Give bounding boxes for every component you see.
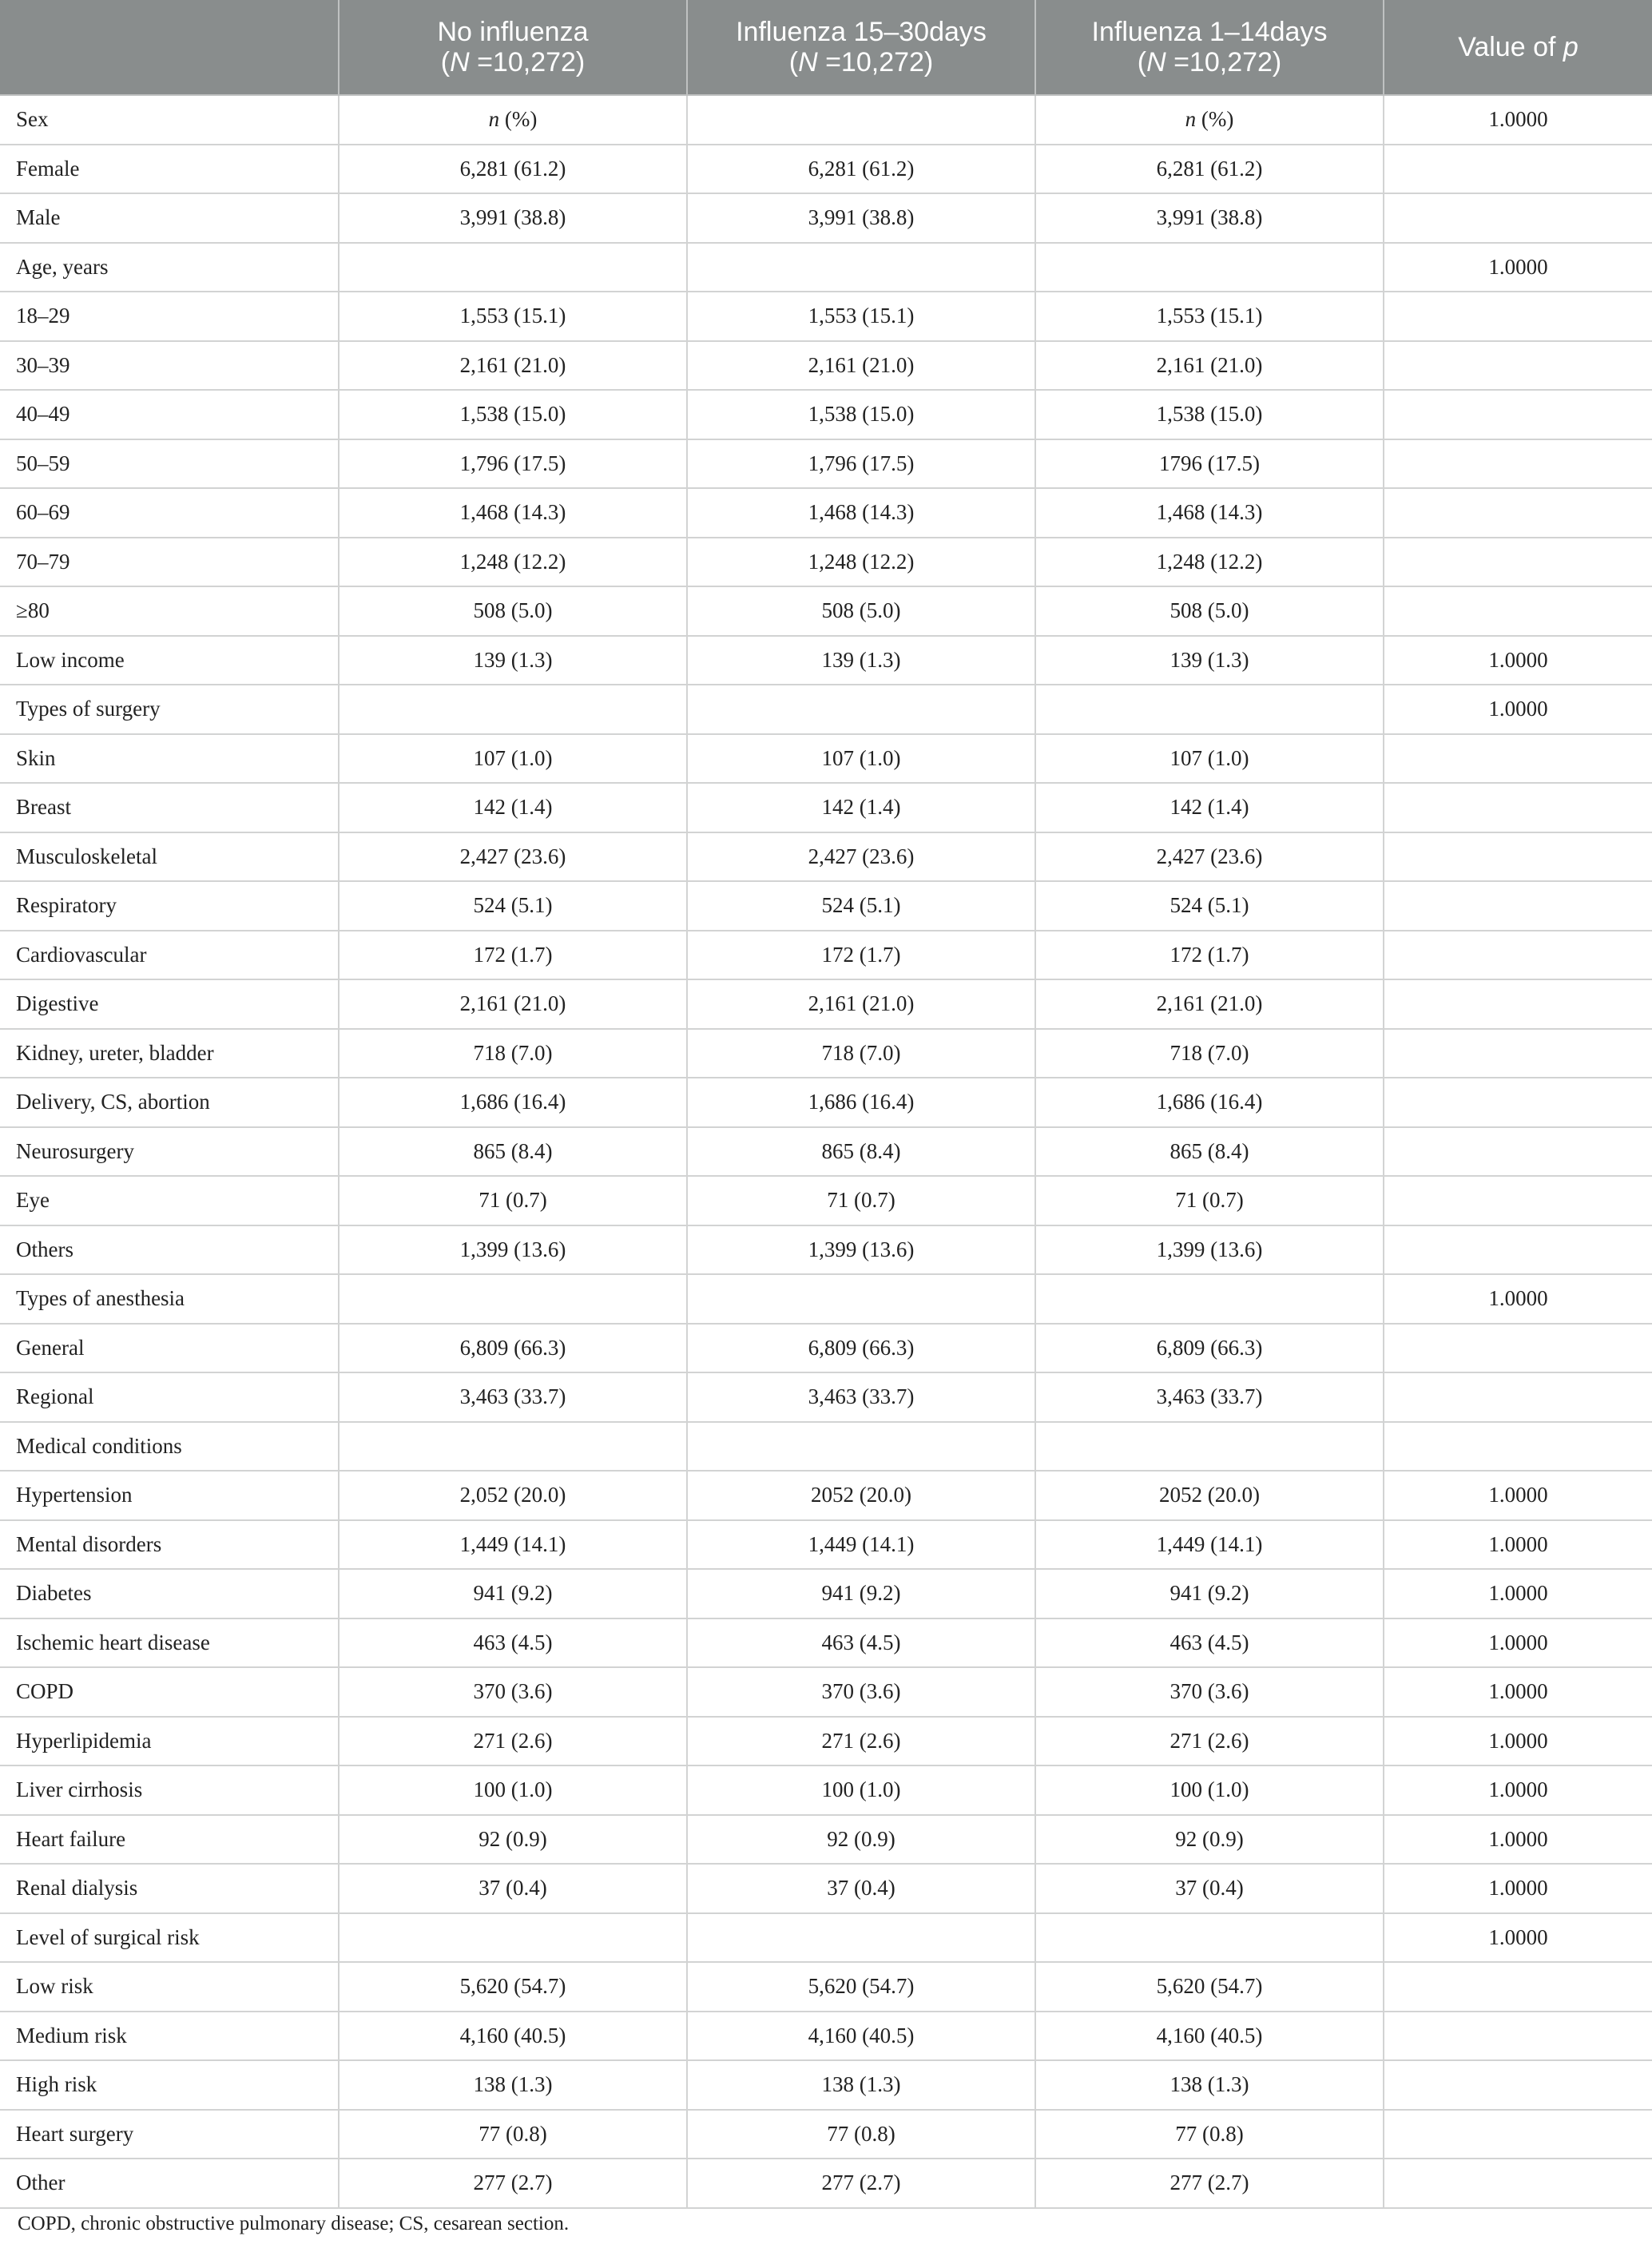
header-cell-blank [0, 0, 339, 95]
influenza-15-30-value: 92 (0.9) [687, 1815, 1035, 1865]
influenza-1-14-value: 6,281 (61.2) [1035, 145, 1384, 194]
influenza-1-14-value: 5,620 (54.7) [1035, 1962, 1384, 2012]
influenza-1-14-value: 463 (4.5) [1035, 1618, 1384, 1668]
influenza-1-14-value: 1,686 (16.4) [1035, 1078, 1384, 1127]
no-influenza-value: 142 (1.4) [339, 783, 687, 832]
influenza-15-30-value: 138 (1.3) [687, 2060, 1035, 2110]
p-value [1384, 1029, 1652, 1078]
header-n-value: =10,272) [817, 47, 934, 77]
p-value [1384, 538, 1652, 587]
influenza-15-30-value: 271 (2.6) [687, 1717, 1035, 1766]
influenza-15-30-value: 2052 (20.0) [687, 1471, 1035, 1520]
influenza-15-30-value: 941 (9.2) [687, 1569, 1035, 1618]
no-influenza-value: 865 (8.4) [339, 1127, 687, 1177]
row-label: Ischemic heart disease [0, 1618, 339, 1668]
p-value [1384, 832, 1652, 882]
no-influenza-value: 1,399 (13.6) [339, 1225, 687, 1275]
row-label: Eye [0, 1176, 339, 1225]
influenza-1-14-value: 277 (2.7) [1035, 2159, 1384, 2208]
influenza-15-30-value: 6,281 (61.2) [687, 145, 1035, 194]
influenza-1-14-value: 1,399 (13.6) [1035, 1225, 1384, 1275]
table-row [0, 1127, 1652, 1177]
table-row [0, 1176, 1652, 1225]
table-header [0, 0, 1652, 95]
p-value: 1.0000 [1384, 1864, 1652, 1913]
table-row [0, 2012, 1652, 2061]
influenza-1-14-value: 865 (8.4) [1035, 1127, 1384, 1177]
no-influenza-value [339, 685, 687, 734]
influenza-15-30-value: 77 (0.8) [687, 2110, 1035, 2159]
influenza-15-30-value: 2,161 (21.0) [687, 979, 1035, 1029]
influenza-15-30-value: 508 (5.0) [687, 586, 1035, 636]
influenza-1-14-value: 941 (9.2) [1035, 1569, 1384, 1618]
influenza-1-14-value: 37 (0.4) [1035, 1864, 1384, 1913]
header-n-symbol: N [1146, 47, 1166, 77]
influenza-1-14-value: n (%) [1035, 95, 1384, 145]
influenza-1-14-value: 1,449 (14.1) [1035, 1520, 1384, 1570]
row-label: Hypertension [0, 1471, 339, 1520]
table-row [0, 439, 1652, 489]
row-label: 60–69 [0, 488, 339, 538]
table-row [0, 2110, 1652, 2159]
no-influenza-value [339, 1274, 687, 1324]
table-row [0, 1815, 1652, 1865]
p-value [1384, 341, 1652, 391]
influenza-15-30-value: 71 (0.7) [687, 1176, 1035, 1225]
header-cell-influenza-15-30: Influenza 15–30days (N =10,272) [687, 0, 1035, 95]
header-cell-p-value [1384, 0, 1652, 95]
p-value [1384, 1372, 1652, 1422]
table-row [0, 341, 1652, 391]
table-row [0, 1618, 1652, 1668]
influenza-15-30-value [687, 243, 1035, 292]
influenza-1-14-value: 100 (1.0) [1035, 1765, 1384, 1815]
row-label: 40–49 [0, 390, 339, 439]
influenza-15-30-value: 139 (1.3) [687, 636, 1035, 685]
no-influenza-value: 5,620 (54.7) [339, 1962, 687, 2012]
table-row [0, 2060, 1652, 2110]
influenza-1-14-value: 2,161 (21.0) [1035, 341, 1384, 391]
header-n-symbol: N [798, 47, 818, 77]
influenza-1-14-value [1035, 243, 1384, 292]
header-n-symbol: N [450, 47, 470, 77]
table-row [0, 586, 1652, 636]
no-influenza-value: 138 (1.3) [339, 2060, 687, 2110]
no-influenza-value: 3,463 (33.7) [339, 1372, 687, 1422]
table-row [0, 1667, 1652, 1717]
no-influenza-value: 370 (3.6) [339, 1667, 687, 1717]
row-label: Heart failure [0, 1815, 339, 1865]
row-label: Other [0, 2159, 339, 2208]
influenza-15-30-value: 3,991 (38.8) [687, 193, 1035, 243]
row-label: ≥80 [0, 586, 339, 636]
p-value [1384, 2012, 1652, 2061]
influenza-15-30-value: 107 (1.0) [687, 734, 1035, 784]
table-row [0, 685, 1652, 734]
influenza-1-14-value: 138 (1.3) [1035, 2060, 1384, 2110]
row-label: Kidney, ureter, bladder [0, 1029, 339, 1078]
header-title: Value of [1458, 32, 1563, 62]
p-value: 1.0000 [1384, 1913, 1652, 1963]
no-influenza-value [339, 1422, 687, 1472]
no-influenza-value: 107 (1.0) [339, 734, 687, 784]
influenza-15-30-value: 463 (4.5) [687, 1618, 1035, 1668]
no-influenza-value: 77 (0.8) [339, 2110, 687, 2159]
influenza-15-30-value [687, 685, 1035, 734]
no-influenza-value: 718 (7.0) [339, 1029, 687, 1078]
row-label: 18–29 [0, 292, 339, 341]
header-cell-no-influenza: No influenza (N =10,272) [339, 0, 687, 95]
row-label: Medical conditions [0, 1422, 339, 1472]
influenza-1-14-value [1035, 1274, 1384, 1324]
no-influenza-value: 172 (1.7) [339, 931, 687, 980]
influenza-1-14-value: 71 (0.7) [1035, 1176, 1384, 1225]
no-influenza-value: 1,449 (14.1) [339, 1520, 687, 1570]
table-row [0, 390, 1652, 439]
p-value [1384, 193, 1652, 243]
p-value: 1.0000 [1384, 1667, 1652, 1717]
row-label: Types of surgery [0, 685, 339, 734]
influenza-1-14-value: 3,463 (33.7) [1035, 1372, 1384, 1422]
table-row [0, 1717, 1652, 1766]
p-value [1384, 145, 1652, 194]
row-label: Digestive [0, 979, 339, 1029]
row-label: Medium risk [0, 2012, 339, 2061]
table-row [0, 881, 1652, 931]
row-label: 70–79 [0, 538, 339, 587]
no-influenza-value: 1,796 (17.5) [339, 439, 687, 489]
table-row [0, 1078, 1652, 1127]
influenza-1-14-value: 370 (3.6) [1035, 1667, 1384, 1717]
influenza-15-30-value: 1,449 (14.1) [687, 1520, 1035, 1570]
influenza-1-14-value: 4,160 (40.5) [1035, 2012, 1384, 2061]
no-influenza-value [339, 243, 687, 292]
p-value [1384, 1127, 1652, 1177]
p-value: 1.0000 [1384, 1618, 1652, 1668]
no-influenza-value: 1,686 (16.4) [339, 1078, 687, 1127]
no-influenza-value: 2,052 (20.0) [339, 1471, 687, 1520]
row-label: High risk [0, 2060, 339, 2110]
influenza-15-30-value: 6,809 (66.3) [687, 1324, 1035, 1373]
table-row [0, 1471, 1652, 1520]
influenza-1-14-value: 92 (0.9) [1035, 1815, 1384, 1865]
p-value: 1.0000 [1384, 685, 1652, 734]
table-row [0, 1029, 1652, 1078]
p-value: 1.0000 [1384, 95, 1652, 145]
influenza-15-30-value: 524 (5.1) [687, 881, 1035, 931]
table-row [0, 1324, 1652, 1373]
p-value [1384, 2110, 1652, 2159]
p-value [1384, 931, 1652, 980]
influenza-15-30-value: 1,399 (13.6) [687, 1225, 1035, 1275]
influenza-1-14-value: 271 (2.6) [1035, 1717, 1384, 1766]
header-n-value: =10,272) [469, 47, 586, 77]
influenza-1-14-value: 524 (5.1) [1035, 881, 1384, 931]
influenza-1-14-value: 1,553 (15.1) [1035, 292, 1384, 341]
influenza-1-14-value [1035, 1913, 1384, 1963]
p-value: 1.0000 [1384, 636, 1652, 685]
no-influenza-value: 271 (2.6) [339, 1717, 687, 1766]
influenza-15-30-value: 865 (8.4) [687, 1127, 1035, 1177]
no-influenza-value: 100 (1.0) [339, 1765, 687, 1815]
p-value: 1.0000 [1384, 1274, 1652, 1324]
table-row [0, 243, 1652, 292]
table-row [0, 2159, 1652, 2208]
influenza-15-30-value: 2,427 (23.6) [687, 832, 1035, 882]
row-label: Heart surgery [0, 2110, 339, 2159]
influenza-15-30-value: 5,620 (54.7) [687, 1962, 1035, 2012]
no-influenza-value: 1,553 (15.1) [339, 292, 687, 341]
no-influenza-value: 1,468 (14.3) [339, 488, 687, 538]
row-label: Others [0, 1225, 339, 1275]
table-row [0, 1765, 1652, 1815]
influenza-1-14-value: 1,248 (12.2) [1035, 538, 1384, 587]
row-label: Hyperlipidemia [0, 1717, 339, 1766]
row-label: Liver cirrhosis [0, 1765, 339, 1815]
n-symbol: n [1185, 107, 1197, 132]
row-label: Low income [0, 636, 339, 685]
no-influenza-value: 6,281 (61.2) [339, 145, 687, 194]
table-row [0, 1913, 1652, 1963]
header-row [0, 0, 1652, 95]
no-influenza-value: 508 (5.0) [339, 586, 687, 636]
influenza-1-14-value: 2,161 (21.0) [1035, 979, 1384, 1029]
table-row [0, 734, 1652, 784]
p-value: 1.0000 [1384, 1520, 1652, 1570]
no-influenza-value: 941 (9.2) [339, 1569, 687, 1618]
p-value [1384, 488, 1652, 538]
influenza-15-30-value: 1,686 (16.4) [687, 1078, 1035, 1127]
table-row [0, 1225, 1652, 1275]
row-label: General [0, 1324, 339, 1373]
influenza-15-30-value [687, 1913, 1035, 1963]
p-value: 1.0000 [1384, 1569, 1652, 1618]
influenza-15-30-value: 37 (0.4) [687, 1864, 1035, 1913]
table-row [0, 783, 1652, 832]
influenza-1-14-value: 142 (1.4) [1035, 783, 1384, 832]
influenza-1-14-value: 1,468 (14.3) [1035, 488, 1384, 538]
row-label: Male [0, 193, 339, 243]
no-influenza-value: 37 (0.4) [339, 1864, 687, 1913]
influenza-1-14-value [1035, 1422, 1384, 1472]
row-label: COPD [0, 1667, 339, 1717]
row-label: Age, years [0, 243, 339, 292]
header-title: No influenza [437, 17, 589, 47]
influenza-1-14-value: 172 (1.7) [1035, 931, 1384, 980]
table-row [0, 1962, 1652, 2012]
influenza-15-30-value: 277 (2.7) [687, 2159, 1035, 2208]
no-influenza-value: 3,991 (38.8) [339, 193, 687, 243]
p-value [1384, 2060, 1652, 2110]
influenza-15-30-value [687, 1274, 1035, 1324]
no-influenza-value: 1,248 (12.2) [339, 538, 687, 587]
p-value [1384, 1225, 1652, 1275]
row-label: Musculoskeletal [0, 832, 339, 882]
row-label: Delivery, CS, abortion [0, 1078, 339, 1127]
no-influenza-value: 6,809 (66.3) [339, 1324, 687, 1373]
table-row [0, 1864, 1652, 1913]
influenza-1-14-value: 139 (1.3) [1035, 636, 1384, 685]
table-footnote: COPD, chronic obstructive pulmonary disease; CS, cesarean section. [18, 2213, 570, 2234]
influenza-1-14-value [1035, 685, 1384, 734]
table-row [0, 832, 1652, 882]
p-value: 1.0000 [1384, 1471, 1652, 1520]
p-value [1384, 881, 1652, 931]
row-label: Types of anesthesia [0, 1274, 339, 1324]
row-label: Level of surgical risk [0, 1913, 339, 1963]
header-title: Influenza 15–30days [736, 17, 987, 47]
influenza-1-14-value: 3,991 (38.8) [1035, 193, 1384, 243]
no-influenza-value: 4,160 (40.5) [339, 2012, 687, 2061]
no-influenza-value: 463 (4.5) [339, 1618, 687, 1668]
influenza-1-14-value: 2,427 (23.6) [1035, 832, 1384, 882]
row-label: Skin [0, 734, 339, 784]
table-row [0, 488, 1652, 538]
table-row [0, 538, 1652, 587]
p-value: 1.0000 [1384, 1765, 1652, 1815]
p-value [1384, 2159, 1652, 2208]
table-row [0, 145, 1652, 194]
influenza-1-14-value: 718 (7.0) [1035, 1029, 1384, 1078]
influenza-15-30-value: 2,161 (21.0) [687, 341, 1035, 391]
influenza-1-14-value: 1796 (17.5) [1035, 439, 1384, 489]
influenza-15-30-value: 1,553 (15.1) [687, 292, 1035, 341]
table-row [0, 1372, 1652, 1422]
no-influenza-value: 2,161 (21.0) [339, 979, 687, 1029]
influenza-15-30-value: 1,248 (12.2) [687, 538, 1035, 587]
p-value [1384, 390, 1652, 439]
influenza-15-30-value [687, 95, 1035, 145]
row-label: Low risk [0, 1962, 339, 2012]
influenza-15-30-value: 718 (7.0) [687, 1029, 1035, 1078]
row-label: Mental disorders [0, 1520, 339, 1570]
table-row [0, 292, 1652, 341]
n-symbol: n [488, 107, 500, 132]
header-p-symbol: p [1563, 32, 1579, 62]
row-label: Breast [0, 783, 339, 832]
row-label: Sex [0, 95, 339, 145]
influenza-15-30-value: 1,538 (15.0) [687, 390, 1035, 439]
p-value [1384, 979, 1652, 1029]
row-label: Diabetes [0, 1569, 339, 1618]
no-influenza-value: 71 (0.7) [339, 1176, 687, 1225]
influenza-15-30-value: 100 (1.0) [687, 1765, 1035, 1815]
no-influenza-value: 524 (5.1) [339, 881, 687, 931]
header-cell-influenza-1-14: Influenza 1–14days (N =10,272) [1035, 0, 1384, 95]
no-influenza-value: 139 (1.3) [339, 636, 687, 685]
influenza-15-30-value: 370 (3.6) [687, 1667, 1035, 1717]
no-influenza-value: 277 (2.7) [339, 2159, 687, 2208]
table-row [0, 636, 1652, 685]
influenza-1-14-value: 1,538 (15.0) [1035, 390, 1384, 439]
p-value [1384, 1176, 1652, 1225]
influenza-1-14-value: 2052 (20.0) [1035, 1471, 1384, 1520]
p-value [1384, 1324, 1652, 1373]
no-influenza-value: 92 (0.9) [339, 1815, 687, 1865]
header-title: Influenza 1–14days [1091, 17, 1328, 47]
table-row [0, 1569, 1652, 1618]
no-influenza-value: 2,427 (23.6) [339, 832, 687, 882]
influenza-15-30-value: 172 (1.7) [687, 931, 1035, 980]
no-influenza-value: n (%) [339, 95, 687, 145]
row-label: Regional [0, 1372, 339, 1422]
influenza-15-30-value: 4,160 (40.5) [687, 2012, 1035, 2061]
table-row [0, 1520, 1652, 1570]
p-value [1384, 292, 1652, 341]
row-label: Neurosurgery [0, 1127, 339, 1177]
influenza-15-30-value: 1,796 (17.5) [687, 439, 1035, 489]
header-n-value: =10,272) [1166, 47, 1282, 77]
p-value [1384, 783, 1652, 832]
influenza-1-14-value: 77 (0.8) [1035, 2110, 1384, 2159]
row-label: Cardiovascular [0, 931, 339, 980]
p-value [1384, 1422, 1652, 1472]
table-row [0, 193, 1652, 243]
p-value [1384, 586, 1652, 636]
influenza-15-30-value: 1,468 (14.3) [687, 488, 1035, 538]
no-influenza-value: 1,538 (15.0) [339, 390, 687, 439]
row-label: Respiratory [0, 881, 339, 931]
p-value [1384, 1962, 1652, 2012]
p-value [1384, 439, 1652, 489]
no-influenza-value: 2,161 (21.0) [339, 341, 687, 391]
table-body [0, 95, 1652, 2208]
table-row [0, 95, 1652, 145]
p-value [1384, 1078, 1652, 1127]
table-row [0, 1422, 1652, 1472]
row-label: 30–39 [0, 341, 339, 391]
influenza-15-30-value [687, 1422, 1035, 1472]
influenza-1-14-value: 6,809 (66.3) [1035, 1324, 1384, 1373]
table-row [0, 1274, 1652, 1324]
row-label: Female [0, 145, 339, 194]
row-label: 50–59 [0, 439, 339, 489]
row-label: Renal dialysis [0, 1864, 339, 1913]
table-row [0, 979, 1652, 1029]
p-value: 1.0000 [1384, 243, 1652, 292]
no-influenza-value [339, 1913, 687, 1963]
influenza-15-30-value: 142 (1.4) [687, 783, 1035, 832]
p-value [1384, 734, 1652, 784]
p-value: 1.0000 [1384, 1717, 1652, 1766]
influenza-15-30-value: 3,463 (33.7) [687, 1372, 1035, 1422]
influenza-1-14-value: 107 (1.0) [1035, 734, 1384, 784]
p-value: 1.0000 [1384, 1815, 1652, 1865]
influenza-1-14-value: 508 (5.0) [1035, 586, 1384, 636]
table-row [0, 931, 1652, 980]
